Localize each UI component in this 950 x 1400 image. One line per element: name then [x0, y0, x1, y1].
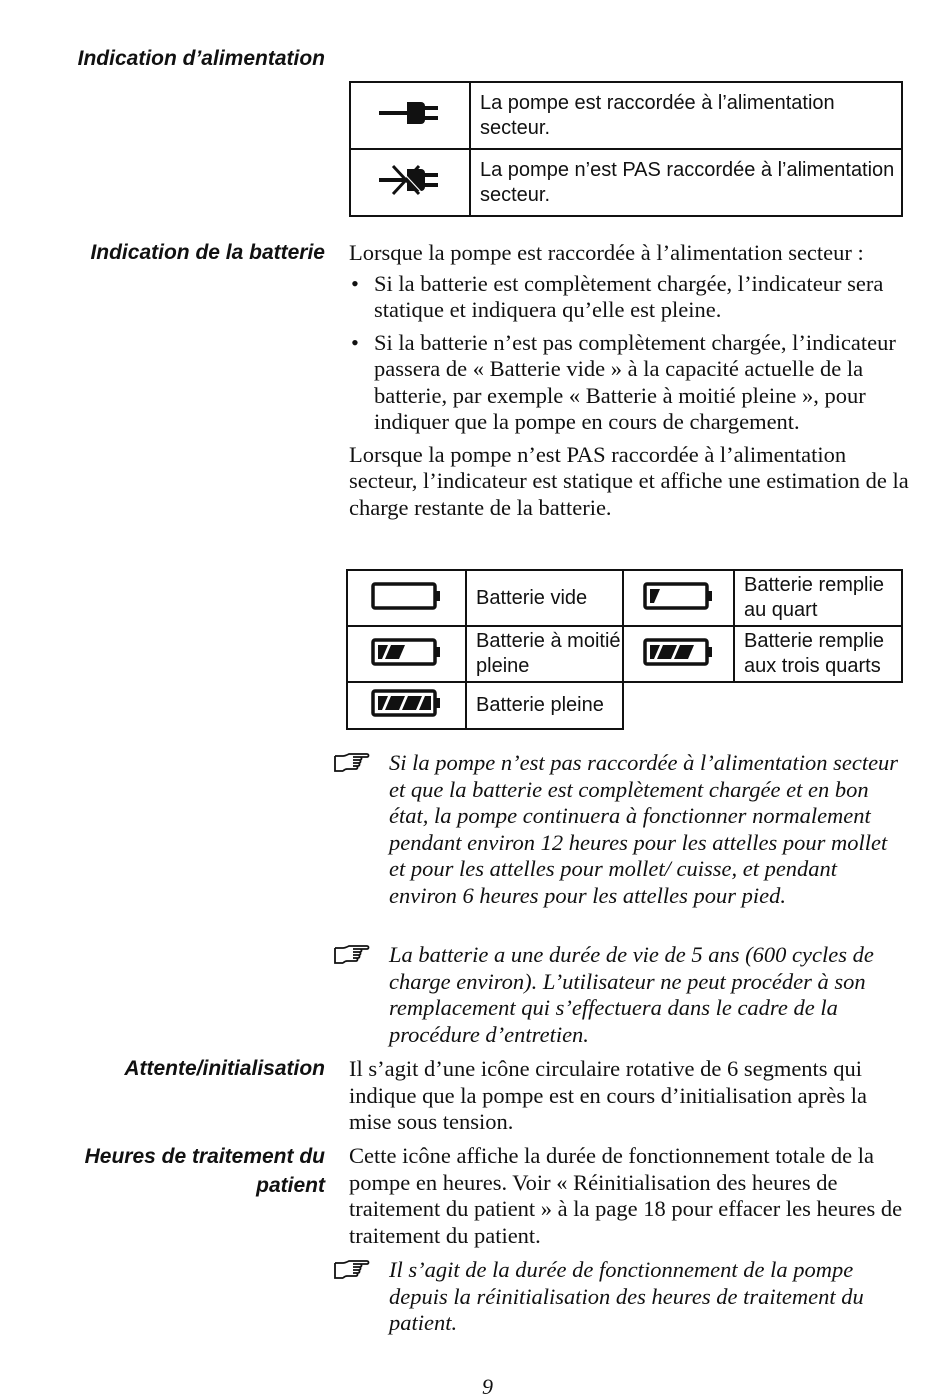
power-disconnected-text: La pompe n’est PAS raccordée à l’alimentation secteur. [480, 158, 895, 206]
battery-indication-heading [20, 238, 325, 267]
plug-icon [377, 98, 443, 128]
standby-heading [20, 1054, 325, 1083]
battery-table-row [347, 626, 902, 682]
battery-label-cell [734, 570, 902, 626]
battery-full-label: Batterie pleine [476, 694, 604, 716]
note-text: La batterie a une durée de vie de 5 ans (600 cycles de charge environ). L’utilisateur ne peut procéder à son remplacement qui s’effectuera dans le cadre de la procédure d’entretien. [389, 942, 874, 1047]
battery-full-icon [371, 688, 443, 718]
battery-icon-cell [623, 626, 734, 682]
battery-table-row [347, 682, 902, 729]
battery-icon-cell [347, 682, 466, 729]
power-row-disconnected [350, 149, 902, 216]
battery-outro: Lorsque la pompe n’est PAS raccordée à l’alimentation secteur, l’indicateur est statique et affiche une estimation de la charge restante de la batterie. [349, 441, 909, 520]
battery-three-quarters-label: Batterie remplie aux trois quarts [744, 630, 885, 677]
battery-intro: Lorsque la pompe est raccordée à l’alimentation secteur : [349, 240, 864, 265]
battery-bullet: • Si la batterie est complètement chargée, l’indicateur sera statique et indiquera qu’elle est pleine. [349, 271, 909, 324]
battery-label-cell [466, 626, 623, 682]
battery-quarter-label: Batterie remplie au quart [744, 574, 885, 621]
power-indication-table [349, 81, 903, 217]
treatment-hours-text: Cette icône affiche la durée de fonctionnement totale de la pompe en heures. Voir « Réinitialisation des heures de traitement du patient » à la page 18 pour effacer les heures de traitement du patient. [349, 1143, 903, 1248]
note-treatment-hours [333, 1257, 908, 1337]
battery-icon-cell [347, 626, 466, 682]
battery-icon-cell [623, 570, 734, 626]
note-battery-runtime [333, 750, 908, 909]
pointing-hand-icon [333, 944, 371, 966]
standby-body [349, 1056, 909, 1136]
note-battery-lifetime [333, 942, 908, 1048]
power-indication-heading [20, 44, 325, 73]
battery-three-quarters-icon [643, 637, 715, 667]
power-text-cell [470, 149, 902, 216]
power-row-connected [350, 82, 902, 149]
power-connected-text: La pompe est raccordée à l’alimentation secteur. [480, 91, 835, 139]
battery-level-table [346, 569, 903, 730]
battery-indication-label: Indication de la batterie [90, 241, 325, 264]
power-icon-cell [350, 82, 470, 149]
treatment-hours-heading [20, 1142, 325, 1200]
battery-half-label: Batterie à moitié pleine [476, 630, 621, 677]
pointing-hand-icon [333, 1259, 371, 1281]
battery-empty-icon [371, 581, 443, 611]
pointing-hand-icon [333, 752, 371, 774]
power-text-cell [470, 82, 902, 149]
plug-disconnected-icon [377, 163, 443, 197]
battery-table-row [347, 570, 902, 626]
note-text: Si la pompe n’est pas raccordée à l’alimentation secteur et que la batterie est complètement chargée et en bon état, la pompe continuera à fonctionner normalement pendant environ 12 heures pour les attelles pour mollet et pour les attelles pour mollet/ cuisse, et pendant environ 6 heures pour les attelles pour pied. [389, 750, 899, 908]
standby-text: Il s’agit d’une icône circulaire rotative de 6 segments qui indique que la pompe est en cours d’initialisation après la mise sous tension. [349, 1056, 867, 1134]
battery-quarter-icon [643, 581, 715, 611]
power-indication-label: Indication d’alimentation [77, 47, 325, 70]
battery-icon-cell [347, 570, 466, 626]
battery-label-cell [734, 626, 902, 682]
battery-label-cell [466, 682, 623, 729]
battery-indication-body [349, 240, 909, 521]
battery-bullet-list [349, 271, 909, 436]
battery-label-cell [466, 570, 623, 626]
battery-empty-label: Batterie vide [476, 586, 588, 609]
empty-cell [623, 682, 902, 729]
standby-label: Attente/initialisation [124, 1057, 325, 1080]
battery-half-icon [371, 637, 443, 667]
power-icon-cell [350, 149, 470, 216]
treatment-hours-body [349, 1143, 909, 1249]
battery-bullet: • Si la batterie n’est pas complètement chargée, l’indicateur passera de « Batterie vide » à la capacité actuelle de la batterie, par exemple « Batterie à moitié pleine », pour indiquer que la pompe en cours de chargement. [349, 330, 909, 436]
note-text: Il s’agit de la durée de fonctionnement de la pompe depuis la réinitialisation des heures de traitement du patient. [389, 1257, 864, 1335]
treatment-hours-label: Heures de traitement du patient [84, 1145, 325, 1197]
page-number: 9 [482, 1374, 493, 1399]
